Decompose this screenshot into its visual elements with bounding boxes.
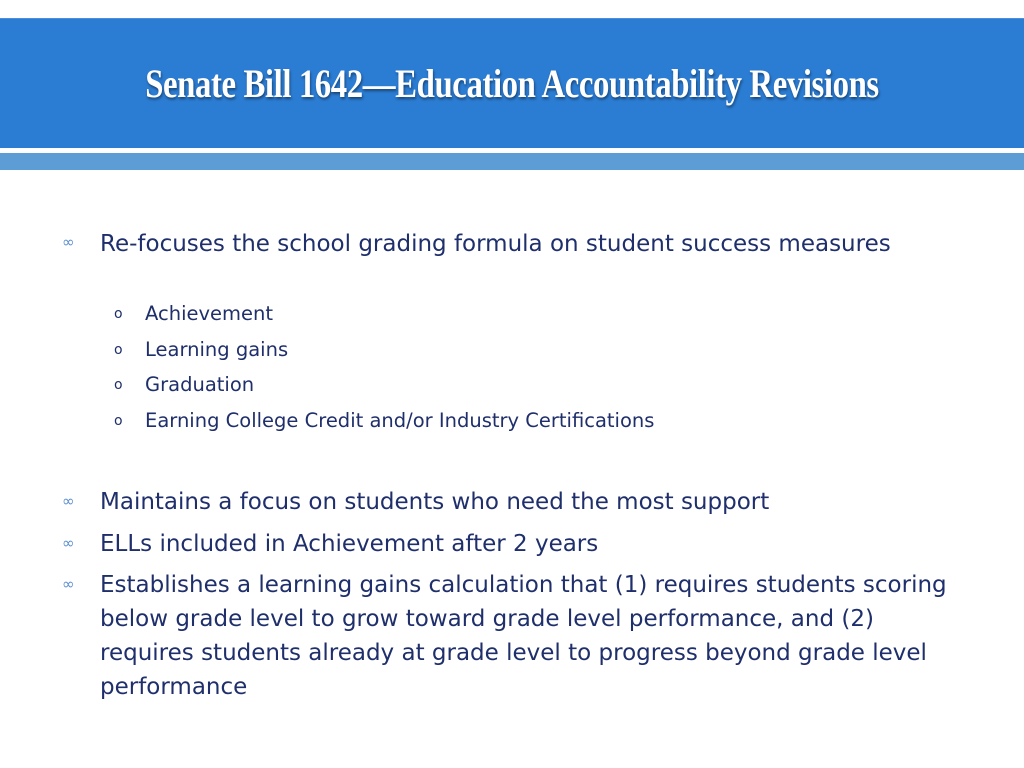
bullet-item-4: Establishes a learning gains calculation that (1) requires students scoring below grade level to grow toward grade level performance, and (2) requires students already at grade level to progress beyond grade level performance — [100, 572, 947, 700]
bullet-icon: ∞ — [62, 575, 75, 593]
sub-item-college-credit: Earning College Credit and/or Industry Certifications — [145, 409, 655, 432]
sub-item-graduation: Graduation — [145, 373, 255, 396]
bullet-item-1: Re-focuses the school grading formula on student success measures — [100, 231, 891, 257]
slide-title: Senate Bill 1642—Education Accountability Revisions — [145, 61, 879, 106]
bullet-icon: ∞ — [62, 534, 75, 552]
sub-item-learning-gains: Learning gains — [145, 338, 289, 361]
bullet-icon: ∞ — [62, 492, 75, 510]
sub-bullet-icon: o — [114, 413, 123, 429]
sub-item-achievement: Achievement — [145, 302, 274, 325]
sub-bullet-icon: o — [114, 342, 123, 358]
bullet-item-3: ELLs included in Achievement after 2 years — [100, 531, 599, 557]
sub-bullet-icon: o — [114, 377, 123, 393]
bullet-icon: ∞ — [62, 233, 75, 251]
sub-bullet-icon: o — [114, 306, 123, 322]
bullet-item-2: Maintains a focus on students who need the most support — [100, 489, 770, 515]
